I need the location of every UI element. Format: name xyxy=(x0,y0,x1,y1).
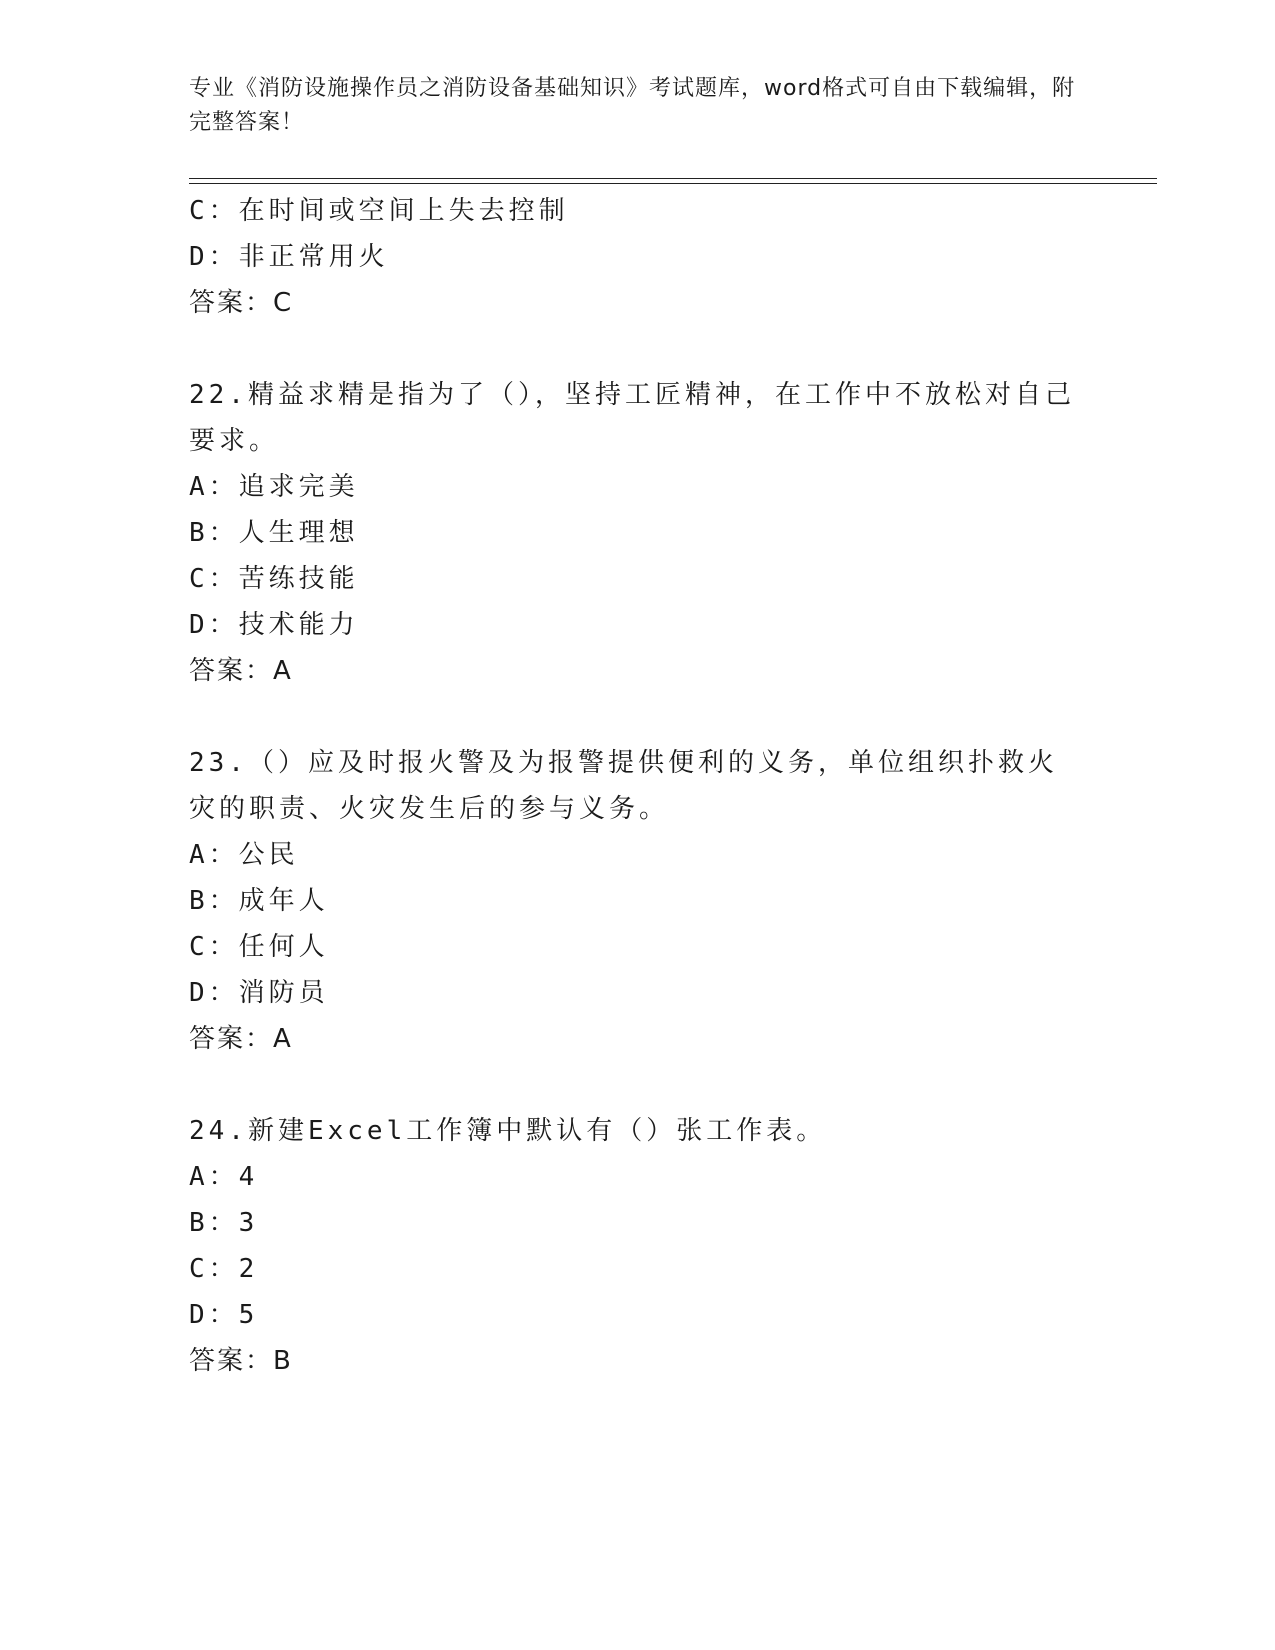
option-text: 4 xyxy=(238,1162,259,1192)
option-d xyxy=(189,970,1089,1016)
header-divider-bottom xyxy=(189,183,1157,184)
answer-line: 答案：A xyxy=(189,656,293,686)
option-label: A： xyxy=(189,1162,239,1192)
option-b xyxy=(189,878,1089,924)
option-label: D： xyxy=(189,610,239,640)
option-d xyxy=(189,234,1089,280)
option-text: 非正常用火 xyxy=(238,242,389,272)
option-label: B： xyxy=(189,886,239,916)
question-stem: 24.新建Excel工作簿中默认有（）张工作表。 xyxy=(189,1116,827,1146)
question-stem: 22.精益求精是指为了（），坚持工匠精神，在工作中不放松对自己要求。 xyxy=(189,380,1075,456)
option-label: C： xyxy=(189,1254,239,1284)
option-text: 苦练技能 xyxy=(238,564,359,594)
option-c xyxy=(189,924,1089,970)
question-list xyxy=(189,188,1089,1384)
option-text: 在时间或空间上失去控制 xyxy=(238,196,569,226)
option-label: B： xyxy=(189,1208,239,1238)
option-d xyxy=(189,1292,1089,1338)
spacer xyxy=(189,694,1089,740)
answer-line: 答案：A xyxy=(189,1024,293,1054)
option-label: C： xyxy=(189,564,239,594)
option-a xyxy=(189,832,1089,878)
option-b xyxy=(189,510,1089,556)
option-label: C： xyxy=(189,196,239,226)
spacer xyxy=(189,1062,1089,1108)
option-a xyxy=(189,464,1089,510)
question-22 xyxy=(189,372,1089,694)
option-label: B： xyxy=(189,518,239,548)
option-text: 消防员 xyxy=(238,978,329,1008)
option-text: 公民 xyxy=(238,840,299,870)
answer-line: 答案：C xyxy=(189,288,294,318)
option-text: 追求完美 xyxy=(238,472,359,502)
option-c xyxy=(189,1246,1089,1292)
option-label: D： xyxy=(189,1300,239,1330)
question-24 xyxy=(189,1108,1089,1384)
document-header: 专业《消防设施操作员之消防设备基础知识》考试题库，word格式可自由下载编辑，附完整答案！ xyxy=(189,76,1076,135)
option-b xyxy=(189,1200,1089,1246)
option-text: 3 xyxy=(238,1208,259,1238)
option-c xyxy=(189,188,1089,234)
question-21-continuation xyxy=(189,188,1089,326)
option-text: 技术能力 xyxy=(238,610,359,640)
option-text: 成年人 xyxy=(238,886,329,916)
option-label: D： xyxy=(189,242,239,272)
question-23 xyxy=(189,740,1089,1062)
question-stem: 23.（）应及时报火警及为报警提供便利的义务，单位组织扑救火灾的职责、火灾发生后的参与义务。 xyxy=(189,748,1058,824)
header-divider-top xyxy=(189,178,1157,179)
option-c xyxy=(189,556,1089,602)
option-label: D： xyxy=(189,978,239,1008)
option-text: 5 xyxy=(238,1300,259,1330)
answer-line: 答案：B xyxy=(189,1346,293,1376)
option-a xyxy=(189,1154,1089,1200)
option-label: C： xyxy=(189,932,239,962)
option-text: 2 xyxy=(238,1254,259,1284)
spacer xyxy=(189,326,1089,372)
option-text: 任何人 xyxy=(238,932,329,962)
option-d xyxy=(189,602,1089,648)
option-label: A： xyxy=(189,840,239,870)
option-text: 人生理想 xyxy=(238,518,359,548)
option-label: A： xyxy=(189,472,239,502)
